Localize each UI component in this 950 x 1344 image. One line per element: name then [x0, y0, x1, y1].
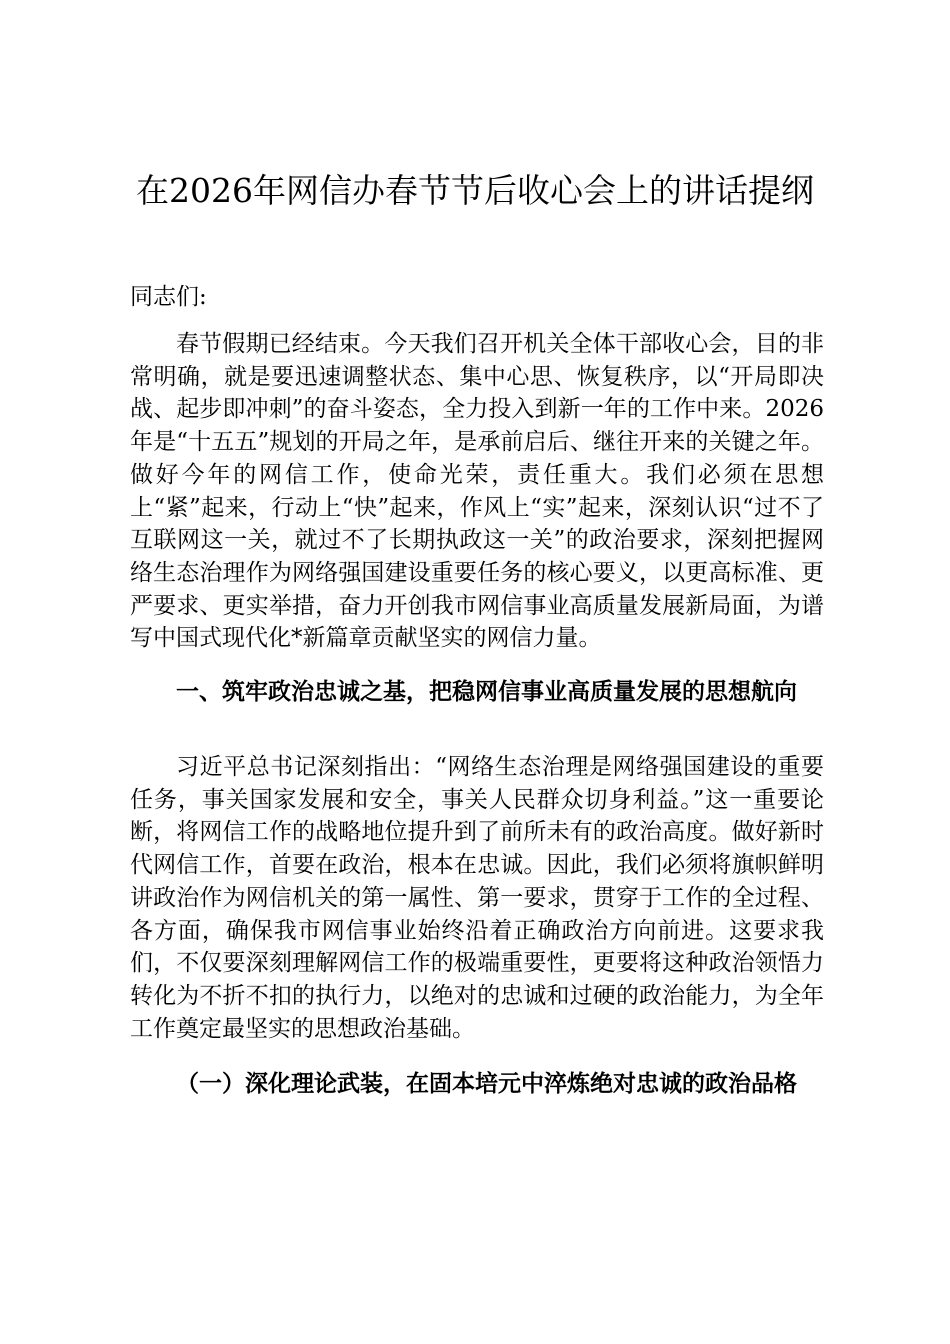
paragraph-section-1: 习近平总书记深刻指出：“网络生态治理是网络强国建设的重要任务，事关国家发展和安全，事关人民群众切身利益。”这一重要论断，将网信工作的战略地位提升到了前所未有的政治高度。做好新时代网信工作，首要在政治，根本在忠诚。因此，我们必须将旗帜鲜明讲政治作为网信机关的第一属性、第一要求，贯穿于工作的全过程、各方面，确保我市网信事业始终沿着正确政治方向前进。这要求我们，不仅要深刻理解网信工作的极端重要性，更要将这种政治领悟力转化为不折不扣的执行力，以绝对的忠诚和过硬的政治能力，为全年工作奠定最坚实的思想政治基础。 — [130, 754, 824, 1042]
paragraph-intro: 春节假期已经结束。今天我们召开机关全体干部收心会，目的非常明确，就是要迅速调整状态、集中心思、恢复秩序，以“开局即决战、起步即冲刺”的奋斗姿态，全力投入到新一年的工作中来。2026年是“十五五”规划的开局之年，是承前启后、继往开来的关键之年。做好今年的网信工作，使命光荣，责任重大。我们必须在思想上“紧”起来，行动上“快”起来，作风上“实”起来，深刻认识“过不了互联网这一关，就过不了长期执政这一关”的政治要求，深刻把握网络生态治理作为网络强国建设重要任务的核心要义，以更高标准、更严要求、更实举措，奋力开创我市网信事业高质量发展新局面，为谱写中国式现代化*新篇章贡献坚实的网信力量。 — [130, 331, 824, 652]
document-title: 在2026年网信办春节节后收心会上的讲话提纲 — [136, 171, 814, 210]
section-heading-1: 一、筑牢政治忠诚之基，把稳网信事业高质量发展的思想航向 — [176, 679, 797, 705]
subsection-heading-1: （一）深化理论武装，在固本培元中淬炼绝对忠诚的政治品格 — [176, 1071, 797, 1097]
greeting: 同志们: — [130, 284, 207, 310]
